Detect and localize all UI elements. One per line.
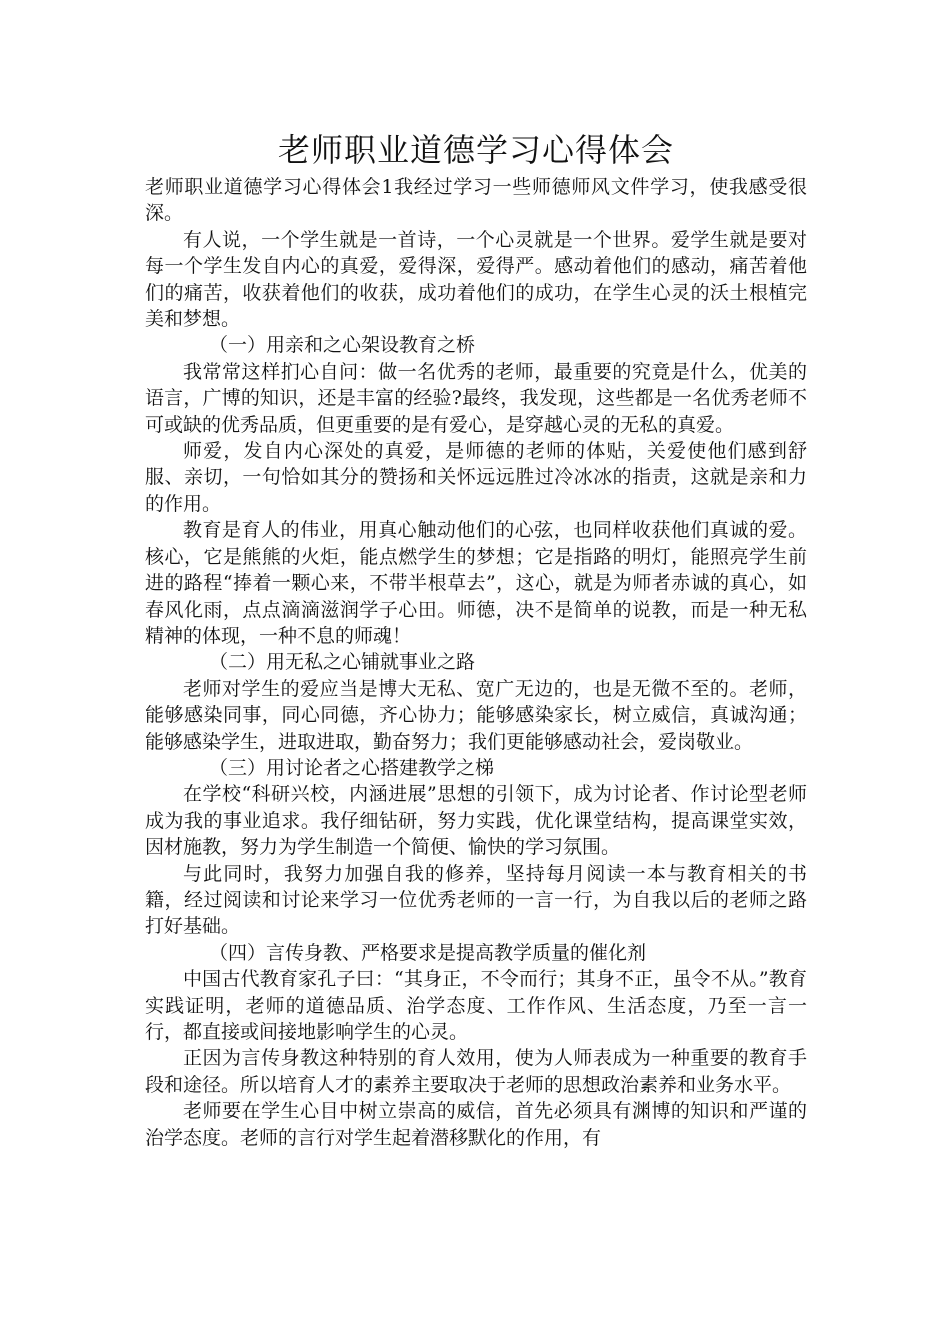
paragraph: 在学校“科研兴校，内涵进展”思想的引领下，成为讨论者、作讨论型老师成为我的事业追求。我仔细钻研，努力实践，优化课堂结构，提高课堂实效，因材施教，努力为学生制造一个简便、愉快的学习氛围。 (145, 783, 807, 859)
document-page (145, 128, 807, 1151)
paragraph-intro: 老师职业道德学习心得体会1我经过学习一些师德师风文件学习，使我感受很深。 (145, 176, 807, 225)
section-heading-3: （三）用讨论者之心搭建教学之梯 (209, 756, 495, 779)
paragraph: 正因为言传身教这种特别的育人效用，使为人师表成为一种重要的教育手段和途径。所以培育人才的素养主要取决于老师的思想政治素养和业务水平。 (145, 1047, 807, 1096)
paragraph: 中国古代教育家孔子曰：“其身正，不令而行；其身不正，虽令不从。”教育实践证明，老师的道德品质、治学态度、工作作风、生活态度，乃至一言一行，都直接或间接地影响学生的心灵。 (145, 968, 807, 1043)
document-body (145, 174, 807, 1151)
section-heading-1: （一）用亲和之心架设教育之桥 (209, 334, 476, 357)
paragraph: 有人说，一个学生就是一首诗，一个心灵就是一个世界。爱学生就是要对每一个学生发自内心的真爱，爱得深，爱得严。感动着他们的感动，痛苦着他们的痛苦，收获着他们的收获，成功着他们的成功，在学生心灵的沃土根植完美和梦想。 (145, 228, 807, 331)
section-heading-2: （二）用无私之心铺就事业之路 (209, 651, 476, 674)
section-heading-4: （四）言传身教、严格要求是提高教学质量的催化剂 (209, 941, 647, 964)
paragraph: 教育是育人的伟业，用真心触动他们的心弦，也同样收获他们真诚的爱。核心，它是熊熊的火炬，能点燃学生的梦想；它是指路的明灯，能照亮学生前进的路程“捧着一颗心来，不带半根草去”，这心，就是为师者赤诚的真心，如春风化雨，点点滴滴滋润学子心田。师德，决不是简单的说教，而是一种无私精神的体现，一种不息的师魂！ (145, 519, 807, 647)
paragraph: 老师对学生的爱应当是博大无私、宽广无边的，也是无微不至的。老师，能够感染同事，同心同德，齐心协力；能够感染家长，树立威信，真诚沟通；能够感染学生，进取进取，勤奋努力；我们更能够感动社会，爱岗敬业。 (145, 677, 807, 753)
paragraph: 我常常这样扪心自问：做一名优秀的老师，最重要的究竟是什么，优美的语言，广博的知识，还是丰富的经验?最终，我发现，这些都是一名优秀老师不可或缺的优秀品质，但更重要的是有爱心，是穿越心灵的无私的真爱。 (145, 360, 807, 436)
paragraph: 老师要在学生心目中树立崇高的威信，首先必须具有渊博的知识和严谨的治学态度。老师的言行对学生起着潜移默化的作用，有 (145, 1100, 807, 1149)
document-title: 老师职业道德学习心得体会 (277, 131, 674, 169)
paragraph: 与此同时，我努力加强自我的修养，坚持每月阅读一本与教育相关的书籍，经过阅读和讨论来学习一位优秀老师的一言一行，为自我以后的老师之路打好基础。 (145, 862, 807, 938)
paragraph: 师爱，发自内心深处的真爱，是师德的老师的体贴，关爱使他们感到舒服、亲切，一句恰如其分的赞扬和关怀远远胜过冷冰冰的指责，这就是亲和力的作用。 (145, 440, 807, 515)
